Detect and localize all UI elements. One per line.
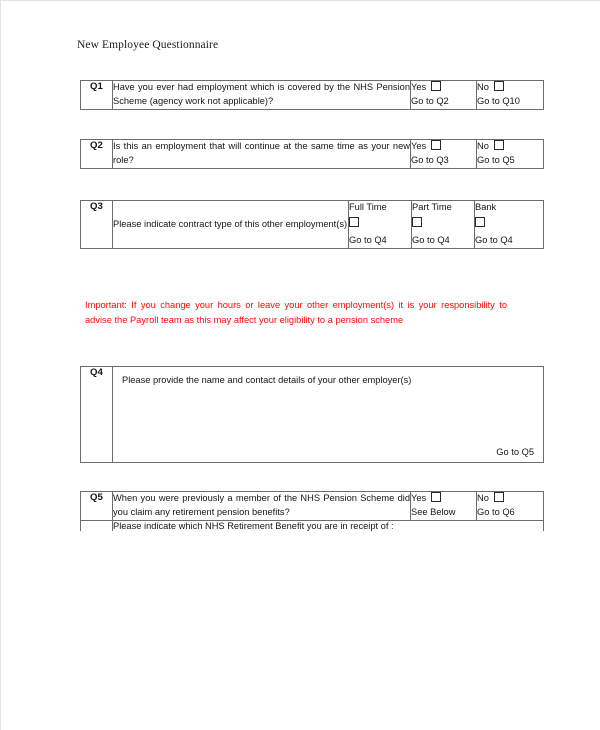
checkbox-q2-yes[interactable] — [431, 140, 441, 150]
goto-note-q4: Go to Q5 — [496, 447, 534, 457]
option-label-row — [477, 492, 543, 506]
option-note-q5-no: Go to Q6 — [477, 506, 515, 517]
answer-cell-q3-full-time[interactable] — [349, 201, 412, 249]
answer-cell-q5-no[interactable] — [477, 492, 544, 521]
question-block-q2 — [80, 139, 544, 169]
question-text-q1: Have you ever had employment which is covered by the NHS Pension Scheme (agency work not applicable)? — [113, 81, 411, 110]
table-row — [81, 367, 544, 463]
option-note-q3-full-time: Go to Q4 — [349, 234, 387, 245]
question-label-q5: Q5 — [81, 492, 113, 521]
answer-cell-q3-part-time[interactable] — [412, 201, 475, 249]
option-note-q3-bank: Go to Q4 — [475, 234, 513, 245]
checkbox-line — [349, 215, 411, 234]
option-label-q2-no: No — [477, 141, 489, 151]
option-note-q1-yes: Go to Q2 — [411, 95, 449, 106]
checkbox-q3-part-time[interactable] — [412, 217, 422, 227]
question-label-q5-continued — [81, 520, 113, 531]
option-label-q1-yes: Yes — [411, 82, 427, 92]
question-label-q3: Q3 — [81, 201, 113, 249]
question-label-q2: Q2 — [81, 140, 113, 169]
option-label-row — [411, 140, 476, 154]
answer-cell-q3-bank[interactable] — [475, 201, 544, 249]
option-label-q2-yes: Yes — [411, 141, 427, 151]
option-label-q5-no: No — [477, 493, 489, 503]
checkbox-q3-bank[interactable] — [475, 217, 485, 227]
option-note-q2-yes: Go to Q3 — [411, 154, 449, 165]
answer-cell-q1-yes[interactable] — [411, 81, 477, 110]
option-label-row — [411, 81, 476, 95]
option-note-q5-yes: See Below — [411, 506, 456, 517]
answer-cell-q2-yes[interactable] — [411, 140, 477, 169]
table-row — [81, 140, 544, 169]
question-block-q1 — [80, 80, 544, 110]
checkbox-q2-no[interactable] — [494, 140, 504, 150]
checkbox-line — [475, 215, 543, 234]
option-label-row — [477, 140, 543, 154]
option-note-q1-no: Go to Q10 — [477, 95, 520, 106]
question-text-q2: Is this an employment that will continue at the same time as your new role? — [113, 140, 411, 169]
option-label-q3-full-time: Full Time — [349, 202, 387, 212]
table-row — [81, 520, 544, 531]
question-text-q4: Please provide the name and contact details of your other employer(s) — [122, 375, 412, 385]
option-note-q3-part-time: Go to Q4 — [412, 234, 450, 245]
q4-body[interactable] — [113, 367, 543, 462]
important-notice: Important: If you change your hours or leave your other employment(s) it is your responsibility to advise the Payroll team as this may affect your eligibility to a pension scheme — [85, 300, 507, 326]
checkbox-q5-no[interactable] — [494, 492, 504, 502]
answer-cell-q1-no[interactable] — [477, 81, 544, 110]
option-label-q5-yes: Yes — [411, 493, 427, 503]
question-text-q3: Please indicate contract type of this other employment(s) — [113, 201, 349, 249]
option-note-q2-no: Go to Q5 — [477, 154, 515, 165]
question-label-q1: Q1 — [81, 81, 113, 110]
question-label-q4: Q4 — [81, 367, 113, 463]
table-row — [81, 81, 544, 110]
table-row — [81, 201, 544, 249]
answer-cell-q5-yes[interactable] — [411, 492, 477, 521]
option-label-row — [411, 492, 476, 506]
question-block-q4 — [80, 366, 544, 463]
question-text-q5: When you were previously a member of the NHS Pension Scheme did you claim any retirement pension benefits? — [113, 492, 411, 521]
option-label-row — [477, 81, 543, 95]
option-label-q1-no: No — [477, 82, 489, 92]
question-block-q3 — [80, 200, 544, 249]
answer-area-q4[interactable] — [113, 367, 544, 463]
checkbox-q3-full-time[interactable] — [349, 217, 359, 227]
page-title: New Employee Questionnaire — [77, 39, 219, 51]
answer-cell-q2-no[interactable] — [477, 140, 544, 169]
checkbox-line — [412, 215, 474, 234]
option-label-q3-part-time: Part Time — [412, 202, 452, 212]
checkbox-q1-no[interactable] — [494, 81, 504, 91]
option-label-q3-bank: Bank — [475, 202, 497, 212]
question-block-q5 — [80, 491, 544, 531]
table-row — [81, 492, 544, 521]
sub-prompt-q5: Please indicate which NHS Retirement Benefit you are in receipt of : — [113, 520, 544, 531]
checkbox-q1-yes[interactable] — [431, 81, 441, 91]
checkbox-q5-yes[interactable] — [431, 492, 441, 502]
